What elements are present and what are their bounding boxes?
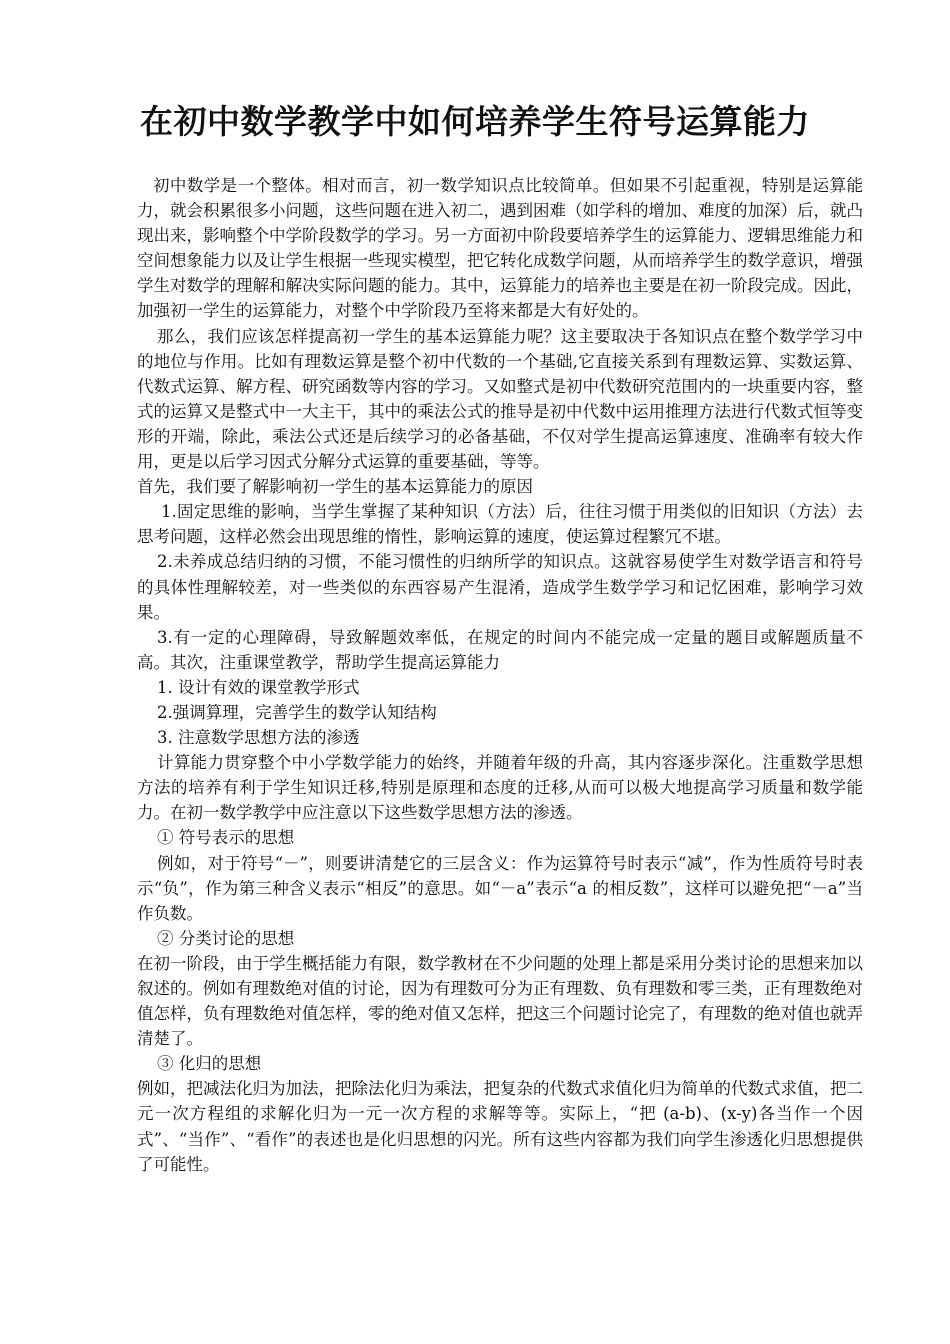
list-item: 1.固定思维的影响，当学生掌握了某种知识（方法）后，往往习惯于用类似的旧知识（方法）去思考问题，这样必然会出现思维的惰性，影响运算的速度，使运算过程繁冗不堪。	[137, 502, 863, 547]
paragraph: 例如，对于符号“－”，则要讲清楚它的三层含义：作为运算符号时表示“减”，作为性质符号时表示“负”，作为第三种含义表示“相反”的意思。如“－a”表示“a 的相反数”，这样可以避免把“－a”当作负数。	[137, 853, 863, 923]
section-heading: ① 符号表示的思想	[157, 828, 295, 848]
document-title: 在初中数学教学中如何培养学生符号运算能力	[140, 102, 810, 141]
paragraph: 首先，我们要了解影响初一学生的基本运算能力的原因	[137, 477, 533, 497]
section-heading: ③ 化归的思想	[157, 1054, 262, 1074]
list-item: 2.强调算理，完善学生的数学认知结构	[157, 702, 437, 722]
list-item: 2.未养成总结归纳的习惯，不能习惯性的归纳所学的知识点。这就容易使学生对数学语言和符号的具体性理解较差，对一些类似的东西容易产生混淆，造成学生数学学习和记忆困难，影响学习效果。	[137, 552, 863, 622]
document-body	[137, 173, 863, 1177]
section-heading: ② 分类讨论的思想	[157, 928, 295, 948]
list-item: 3. 注意数学思想方法的渗透	[157, 728, 360, 748]
paragraph: 那么，我们应该怎样提高初一学生的基本运算能力呢？这主要取决于各知识点在整个数学学习中的地位与作用。比如有理数运算是整个初中代数的一个基础,它直接关系到有理数运算、实数运算、代数式运算、解方程、研究函数等内容的学习。又如整式是初中代数研究范围内的一块重要内容，整式的运算又是整式中一大主干，其中的乘法公式的推导是初中代数中运用推理方法进行代数式恒等变形的开端，除此，乘法公式还是后续学习的必备基础，不仅对学生提高运算速度、准确率有较大作用，更是以后学习因式分解分式运算的重要基础，等等。	[137, 326, 863, 472]
paragraph: 例如，把减法化归为加法，把除法化归为乘法，把复杂的代数式求值化归为简单的代数式求值，把二元一次方程组的求解化归为一元一次方程的求解等等。实际上，“把 (a-b)、(x-y)各当作一个因式”、“当作”、“看作”的表述也是化归思想的闪光。所有这些内容都为我们向学生渗透化归思想提供了可能性。	[137, 1079, 863, 1174]
paragraph: 初中数学是一个整体。相对而言，初一数学知识点比较简单。但如果不引起重视，特别是运算能力，就会积累很多小问题，这些问题在进入初二，遇到困难（如学科的增加、难度的加深）后，就凸现出来，影响整个中学阶段数学的学习。另一方面初中阶段要培养学生的运算能力、逻辑思维能力和空间想象能力以及让学生根据一些现实模型，把它转化成数学问题，从而培养学生的数学意识，增强学生对数学的理解和解决实际问题的能力。其中，运算能力的培养也主要是在初一阶段完成。因此，加强初一学生的运算能力，对整个中学阶段乃至将来都是大有好处的。	[137, 176, 863, 321]
paragraph: 在初一阶段，由于学生概括能力有限，数学教材在不少问题的处理上都是采用分类讨论的思想来加以叙述的。例如有理数绝对值的讨论，因为有理数可分为正有理数、负有理数和零三类，正有理数绝对值怎样，负有理数绝对值怎样，零的绝对值又怎样，把这三个问题讨论完了，有理数的绝对值也就弄清楚了。	[137, 953, 863, 1049]
list-item: 3.有一定的心理障碍，导致解题效率低，在规定的时间内不能完成一定量的题目或解题质量不高。其次，注重课堂教学，帮助学生提高运算能力	[137, 627, 863, 672]
paragraph: 计算能力贯穿整个中小学数学能力的始终，并随着年级的升高，其内容逐步深化。注重数学思想方法的培养有利于学生知识迁移,特别是原理和态度的迁移,从而可以极大地提高学习质量和数学能力。在初一数学教学中应注意以下这些数学思想方法的渗透。	[137, 753, 863, 823]
list-item: 1. 设计有效的课堂教学形式	[157, 677, 360, 697]
